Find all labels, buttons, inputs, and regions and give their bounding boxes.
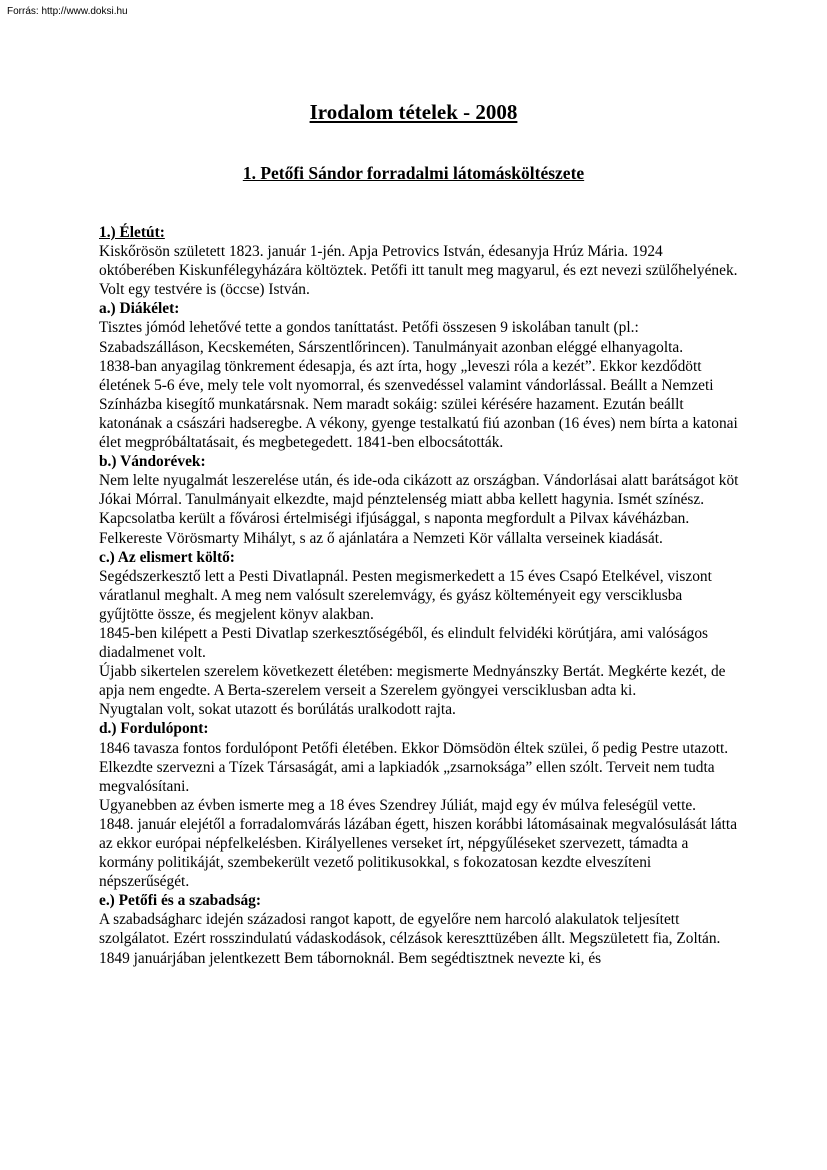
section-heading: 1.) Életút: [99,224,165,241]
section-title: 1. Petőfi Sándor forradalmi látomásköltészete [242,163,585,183]
body-paragraph: 1845-ben kilépett a Pesti Divatlap szerkesztőségéből, és elindult felvidéki körútjára, ami valóságos diadalmenet volt. [99,624,709,662]
body-paragraph: Tisztes jómód lehetővé tette a gondos taníttatást. Petőfi összesen 9 iskolában tanult (pl.: Szabadszálláson, Kecskeméten, Sárszentlőrincen). Tanulmányait azonban eléggé elhanyagolta. [99,319,684,356]
body-paragraph: Segédszerkesztő lett a Pesti Divatlapnál. Pesten megismerkedett a 15 éves Csapó Etelkével, viszont váratlanul meghalt. A meg nem valósult szerelemvágy, és gyász költeményeit egy versciklusba gyűjtötte össze, és megjelent könyv alakban. [99,567,712,623]
subsection-heading: d.) Fordulópont: [99,720,209,738]
subsection-heading: e.) Petőfi és a szabadság: [99,892,261,910]
body-paragraph: A szabadságharc idején századosi rangot kapott, de egyelőre nem harcoló alakulatok teljesített szolgálatot. Ezért rosszindulatú vádaskodások, célzások kereszttüzében állt. Megszületett fia, Zoltán. 1849 januárjában jelentkezett Bem tábornoknál. Bem segédtisztnek nevezte ki, és [99,911,721,967]
body-paragraph: Nyugtalan volt, sokat utazott és borúlátás uralkodott rajta. [99,701,456,719]
body-paragraph: Kiskőrösön született 1823. január 1-jén. Apja Petrovics István, édesanyja Hrúz Mária. 1924 októberében Kiskunfélegyházára költöztek. Petőfi itt tanult meg magyarul, és ezt nevezi szülőhelyének. Volt egy testvére is (öccse) István. [99,243,738,299]
body-paragraph: 1848. január elejétől a forradalomvárás lázában égett, hiszen korábbi látomásainak megvalósulását látta az ekkor európai népfelkelésben. Királyellenes verseket írt, népgyűléseket szervezett, támadta a kormány politikáját, szembekerült vezető politikusokkal, s fokozatosan kezdte elveszíteni népszerűségét. [99,815,738,891]
document-body [99,223,739,968]
subsection-heading: b.) Vándorévek: [99,453,206,471]
body-paragraph: Újabb sikertelen szerelem következett életében: megismerte Mednyánszky Bertát. Megkérte kezét, de apja nem engedte. A Berta-szerelem verseit a Szerelem gyöngyei versciklusban adta ki. [99,663,726,700]
document-title: Irodalom tételek - 2008 [309,100,518,124]
subsection-heading: a.) Diákélet: [99,300,180,318]
body-paragraph: 1846 tavasza fontos fordulópont Petőfi életében. Ekkor Dömsödön éltek szülei, ő pedig Pestre utazott. Elkezdte szervezni a Tízek Társaságát, ami a lapkiadók „zsarnoksága” ellen szólt. Terveit nem tudta megvalósítani. [99,739,729,795]
source-line: Forrás: http://www.doksi.hu [7,6,128,17]
body-paragraph: Ugyanebben az évben ismerte meg a 18 éves Szendrey Júliát, majd egy év múlva feleségül vette. [99,796,697,814]
subsection-heading: c.) Az elismert költő: [99,548,235,566]
body-paragraph: Nem lelte nyugalmát leszerelése után, és ide-oda cikázott az országban. Vándorlásai alatt barátságot köt Jókai Mórral. Tanulmányait elkezdte, majd pénztelenség miatt abba kellett hagynia. Ismét színész. Kapcsolatba került a fővárosi értelmiségi ifjúsággal, s naponta megfordult a Pilvax kávéházban. Felkereste Vörösmarty Mihályt, s az ő ajánlatára a Nemzeti Kör vállalta verseinek kiadását. [99,472,739,547]
body-paragraph: 1838-ban anyagilag tönkrement édesapja, és azt írta, hogy „leveszi róla a kezét”. Ekkor kezdődött életének 5-6 éve, mely tele volt nyomorral, és szenvedéssel valamint vándorlással. Beállt a Nemzeti Színházba kisegítő munkatársnak. Nem maradt sokáig: szülei kérésére hazament. Ezután beállt katonának a császári hadseregbe. A vékony, gyenge testalkatú fiú azonban (16 éves) nem bírta a katonai élet megpróbáltatásait, és megbetegedett. 1841-ben elbocsátották. [99,357,738,452]
